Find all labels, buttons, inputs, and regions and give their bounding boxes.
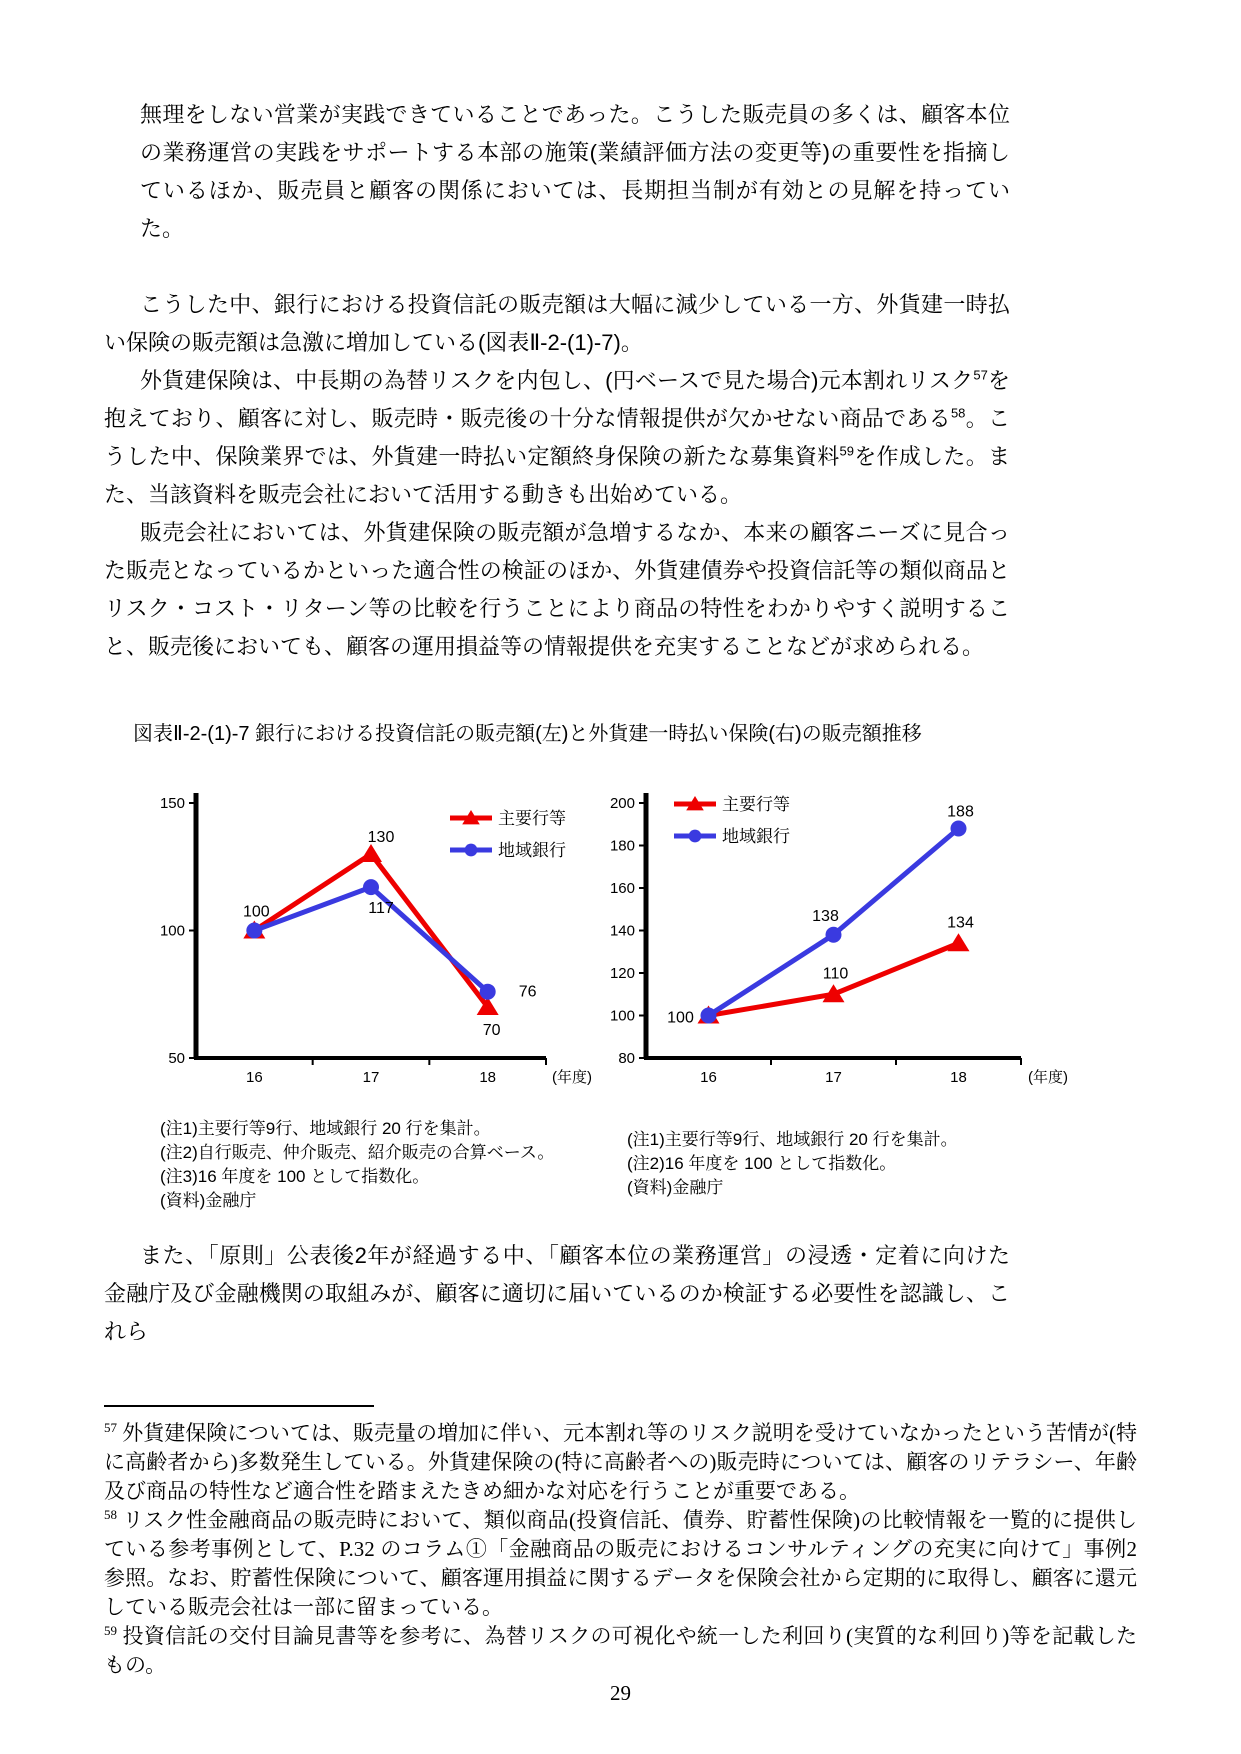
footnote-separator bbox=[104, 1405, 374, 1407]
svg-text:110: 110 bbox=[822, 965, 849, 983]
svg-text:180: 180 bbox=[609, 837, 635, 855]
svg-text:地域銀行: 地域銀行 bbox=[498, 841, 566, 860]
svg-text:150: 150 bbox=[159, 795, 185, 812]
svg-text:100: 100 bbox=[159, 922, 185, 940]
footnote-59 bbox=[104, 1622, 1137, 1680]
footnote-59-text: 投資信託の交付目論見書等を参考に、為替リスクの可視化や統一した利回り(実質的な利回り)等を記載したもの。 bbox=[104, 1624, 1137, 1677]
footnote-58 bbox=[104, 1506, 1137, 1622]
svg-text:160: 160 bbox=[609, 880, 635, 897]
svg-text:主要行等: 主要行等 bbox=[498, 809, 566, 828]
footnote-ref-57: 57 bbox=[973, 367, 988, 383]
charts-row bbox=[146, 778, 1139, 1213]
svg-text:(年度): (年度) bbox=[552, 1069, 592, 1086]
svg-text:16: 16 bbox=[700, 1069, 717, 1086]
svg-text:主要行等: 主要行等 bbox=[722, 795, 790, 814]
svg-text:200: 200 bbox=[609, 795, 635, 812]
note-line: (注2)自行販売、仲介販売、紹介販売の合算ベース。 bbox=[160, 1143, 555, 1162]
paragraph-5: また、「原則」公表後2年が経過する中、「顧客本位の業務運営」の浸透・定着に向けた金融庁及び金融機関の取組みが、顧客に適切に届いているのか検証する必要性を認識し、これら bbox=[104, 1243, 1010, 1344]
paragraph-1: 無理をしない営業が実践できていることであった。こうした販売員の多くは、顧客本位の業務運営の実践をサポートする本部の施策(業績評価方法の変更等)の重要性を指摘しているほか、販売員と顧客の関係においては、長期担当制が有効との見解を持っていた。 bbox=[140, 102, 1010, 241]
svg-text:18: 18 bbox=[950, 1069, 967, 1086]
footnote-57-number: 57 bbox=[104, 1420, 117, 1435]
note-line: (資料)金融庁 bbox=[160, 1191, 257, 1210]
svg-text:138: 138 bbox=[812, 907, 839, 925]
note-line: (注1)主要行等9行、地域銀行 20 行を集計。 bbox=[160, 1119, 491, 1138]
figure-II-2-1-7 bbox=[104, 720, 1139, 1213]
right-chart-notes bbox=[627, 1117, 1141, 1200]
footnote-ref-58: 58 bbox=[950, 405, 966, 421]
svg-text:18: 18 bbox=[479, 1069, 497, 1086]
paragraph-3 bbox=[104, 362, 1010, 514]
svg-text:70: 70 bbox=[482, 1022, 501, 1039]
svg-text:100: 100 bbox=[609, 1007, 635, 1025]
paragraph-3-text-a: 外貨建保険は、中長期の為替リスクを内包し、(円ベースで見た場合)元本割れリスク bbox=[140, 368, 974, 393]
footnote-59-number: 59 bbox=[104, 1623, 117, 1638]
footnote-57-text: 外貨建保険については、販売量の増加に伴い、元本割れ等のリスク説明を受けていなかったという苦情が(特に高齢者から)多数発生している。外貨建保険の(特に高齢者への)販売時については、顧客のリテラシー、年齢及び商品の特性など適合性を踏まえたきめ細かな対応を行うことが重要である。 bbox=[104, 1421, 1137, 1503]
svg-text:130: 130 bbox=[367, 829, 395, 846]
footnote-57 bbox=[104, 1419, 1137, 1506]
svg-text:100: 100 bbox=[242, 903, 270, 921]
footnote-ref-59: 59 bbox=[839, 443, 854, 459]
note-line: (資料)金融庁 bbox=[627, 1178, 724, 1197]
footnote-area bbox=[104, 1405, 1137, 1680]
svg-text:76: 76 bbox=[518, 983, 537, 1001]
paragraph-2: こうした中、銀行における投資信託の販売額は大幅に減少している一方、外貨建一時払い保険の販売額は急激に増加している(図表Ⅱ-2-(1)-7)。 bbox=[104, 292, 1010, 355]
investment-trust-sales-chart bbox=[146, 778, 596, 1100]
svg-text:120: 120 bbox=[609, 965, 635, 982]
svg-text:80: 80 bbox=[618, 1050, 635, 1067]
svg-text:100: 100 bbox=[667, 1009, 694, 1027]
svg-text:140: 140 bbox=[609, 922, 635, 940]
figure-caption: 図表Ⅱ-2-(1)-7 銀行における投資信託の販売額(左)と外貨建一時払い保険(右)の販売額推移 bbox=[133, 723, 922, 745]
note-line: (注1)主要行等9行、地域銀行 20 行を集計。 bbox=[627, 1130, 958, 1149]
foreign-currency-insurance-chart bbox=[596, 778, 1141, 1100]
svg-text:17: 17 bbox=[825, 1069, 842, 1086]
svg-text:188: 188 bbox=[947, 803, 974, 821]
page-number: 29 bbox=[610, 1681, 631, 1705]
paragraph-3-text-c: 。こうした中、保険業界では、外貨建一時払い定額終身保険の新たな募集資料 bbox=[104, 406, 1010, 469]
svg-text:地域銀行: 地域銀行 bbox=[722, 827, 790, 846]
paragraph-4: 販売会社においては、外貨建保険の販売額が急増するなか、本来の顧客ニーズに見合った販売となっているかといった適合性の検証のほか、外貨建債券や投資信託等の類似商品とリスク・コスト・リターン等の比較を行うことにより商品の特性をわかりやすく説明すること、販売後においても、顧客の運用損益等の情報提供を充実することなどが求められる。 bbox=[104, 520, 1010, 659]
note-line: (注2)16 年度を 100 として指数化。 bbox=[627, 1154, 897, 1173]
svg-text:117: 117 bbox=[368, 900, 394, 918]
footnote-58-number: 58 bbox=[104, 1507, 117, 1522]
note-line: (注3)16 年度を 100 として指数化。 bbox=[160, 1167, 430, 1186]
investment-trust-chart-column bbox=[146, 778, 596, 1213]
foreign-currency-insurance-chart-column bbox=[596, 778, 1141, 1213]
paragraph-3-text-b: を抱えており、顧客に対し、販売時・販売後の十分な情報提供が欠かせない商品である bbox=[104, 368, 1010, 431]
svg-text:50: 50 bbox=[168, 1050, 185, 1067]
footnote-58-text: リスク性金融商品の販売時において、類似商品(投資信託、債券、貯蓄性保険)の比較情報を一覧的に提供している参考事例として、P.32 のコラム①「金融商品の販売におけるコンサルティングの充実に向けて」事例2参照。なお、貯蓄性保険について、顧客運用損益に関するデータを保険会社から定期的に取得し、顧客に還元している販売会社は一部に留まっている。 bbox=[104, 1508, 1137, 1619]
svg-text:16: 16 bbox=[245, 1069, 263, 1086]
page-content bbox=[104, 96, 1139, 1680]
left-chart-notes bbox=[160, 1117, 596, 1213]
paragraph-3-text-d: を作成した。また、当該資料を販売会社において活用する動きも出始めている。 bbox=[104, 444, 1010, 507]
svg-text:134: 134 bbox=[947, 914, 974, 932]
svg-text:17: 17 bbox=[362, 1069, 380, 1086]
svg-text:(年度): (年度) bbox=[1028, 1069, 1068, 1086]
